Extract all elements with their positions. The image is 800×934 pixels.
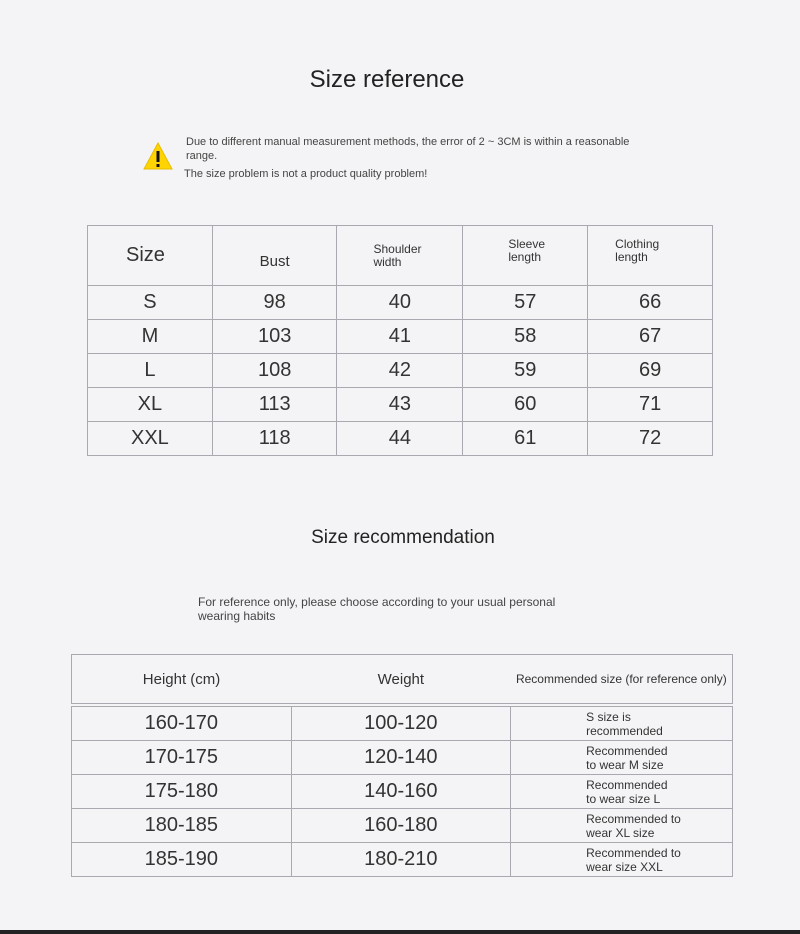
table-row [88,320,713,354]
cell-size: XXL [88,422,213,456]
cell-clothing: 71 [588,388,713,422]
cell-weight: 140-160 [291,775,511,809]
cell-shoulder: 43 [337,388,463,422]
header-recommended-size: Recommended size (for reference only) [511,655,733,704]
cell-weight: 160-180 [291,809,511,843]
size-reference-table [87,225,713,456]
table-row [72,775,733,809]
cell-bust: 103 [212,320,337,354]
table-row [72,707,733,741]
header-weight: Weight [291,655,511,704]
cell-sleeve: 59 [463,354,588,388]
header-bust: Bust [212,226,337,286]
cell-clothing: 69 [588,354,713,388]
cell-sleeve: 60 [463,388,588,422]
cell-size: L [88,354,213,388]
table-row [72,741,733,775]
cell-bust: 113 [212,388,337,422]
cell-shoulder: 40 [337,286,463,320]
cell-clothing: 66 [588,286,713,320]
warning-triangle-icon [143,142,173,170]
cell-weight: 100-120 [291,707,511,741]
cell-size: S [88,286,213,320]
notice-quality: The size problem is not a product quality problem! [184,168,428,180]
cell-bust: 98 [212,286,337,320]
cell-clothing: 72 [588,422,713,456]
table-row [88,388,713,422]
cell-size: XL [88,388,213,422]
cell-recommended-size: S size is recommended [511,707,733,741]
header-height: Height (cm) [72,655,292,704]
table-header-row [72,655,733,704]
cell-height: 175-180 [72,775,292,809]
cell-height: 170-175 [72,741,292,775]
size-reference-title: Size reference [309,66,465,93]
table-row [72,809,733,843]
cell-sleeve: 58 [463,320,588,354]
cell-height: 180-185 [72,809,292,843]
table-row [88,286,713,320]
reference-note: For reference only, please choose according to your usual personal wearing habits [198,595,556,623]
notice-error-range: Due to different manual measurement methods, the error of 2 ~ 3CM is within a reasonable range. [186,136,630,162]
cell-shoulder: 41 [337,320,463,354]
cell-weight: 120-140 [291,741,511,775]
table-row [88,422,713,456]
bottom-divider [0,930,800,934]
size-recommendation-table [71,654,733,877]
cell-bust: 118 [212,422,337,456]
header-sleeve-length: Sleeve length [463,226,588,286]
cell-height: 185-190 [72,843,292,877]
cell-shoulder: 42 [337,354,463,388]
cell-weight: 180-210 [291,843,511,877]
cell-clothing: 67 [588,320,713,354]
cell-sleeve: 57 [463,286,588,320]
size-recommendation-title: Size recommendation [311,527,495,548]
header-size: Size [88,226,213,286]
cell-bust: 108 [212,354,337,388]
cell-height: 160-170 [72,707,292,741]
cell-sleeve: 61 [463,422,588,456]
measurement-notice [186,135,636,181]
table-header-row [88,226,713,286]
cell-recommended-size: Recommended to wear XL size [511,809,733,843]
cell-recommended-size: Recommended to wear size L [511,775,733,809]
cell-shoulder: 44 [337,422,463,456]
table-row [88,354,713,388]
header-clothing-length: Clothing length [588,226,713,286]
cell-recommended-size: Recommended to wear M size [511,741,733,775]
cell-recommended-size: Recommended to wear size XXL [511,843,733,877]
cell-size: M [88,320,213,354]
header-shoulder-width: Shoulder width [337,226,463,286]
table-row [72,843,733,877]
